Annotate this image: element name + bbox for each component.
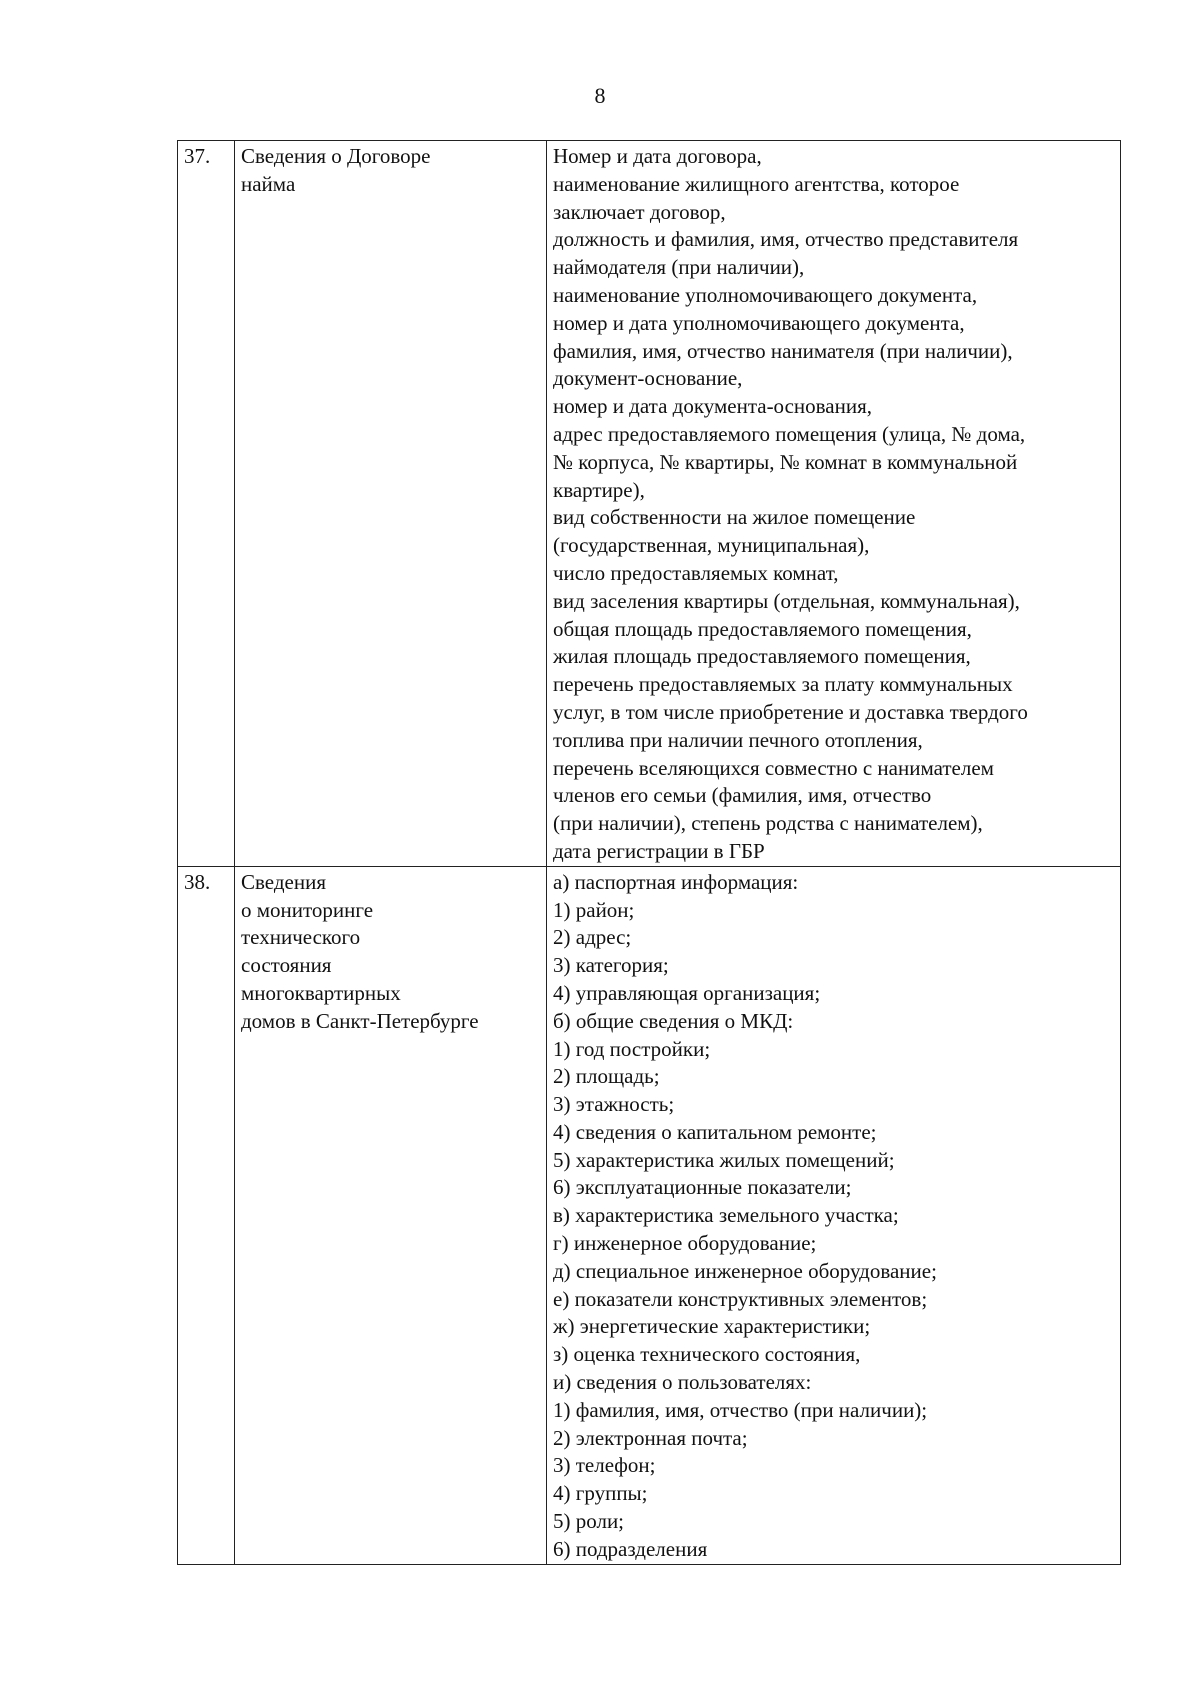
detail-line: 1) год постройки;: [553, 1036, 711, 1061]
detail-line: в) характеристика земельного участка;: [553, 1203, 899, 1228]
page-number: 8: [594, 83, 606, 108]
detail-line: № корпуса, № квартиры, № комнат в коммунальной: [553, 449, 1018, 474]
row-number: 38.: [178, 866, 235, 1564]
detail-line: заключает договор,: [553, 199, 726, 224]
name-line: многоквартирных: [241, 980, 401, 1005]
detail-line: вид заселения квартиры (отдельная, коммунальная),: [553, 588, 1020, 613]
data-table: [177, 140, 1121, 1565]
detail-line: 3) категория;: [553, 953, 669, 978]
detail-line: а) паспортная информация:: [553, 869, 799, 894]
detail-line: ж) энергетические характеристики;: [553, 1314, 871, 1339]
row-name: [235, 141, 547, 867]
detail-line: квартире),: [553, 477, 645, 502]
detail-line: 5) характеристика жилых помещений;: [553, 1147, 895, 1172]
detail-line: номер и дата уполномочивающего документа,: [553, 310, 965, 335]
detail-line: должность и фамилия, имя, отчество представителя: [553, 227, 1019, 252]
detail-line: наймодателя (при наличии),: [553, 255, 805, 280]
detail-line: вид собственности на жилое помещение: [553, 505, 916, 530]
detail-line: 4) управляющая организация;: [553, 980, 821, 1005]
table-body: [178, 141, 1121, 1565]
name-line: технического: [241, 925, 361, 950]
detail-line: 5) роли;: [553, 1509, 625, 1534]
detail-line: 1) район;: [553, 897, 635, 922]
detail-line: 2) адрес;: [553, 925, 632, 950]
detail-line: 2) площадь;: [553, 1064, 660, 1089]
detail-line: номер и дата документа-основания,: [553, 394, 872, 419]
name-line: найма: [241, 171, 296, 196]
detail-line: Номер и дата договора,: [553, 144, 762, 168]
detail-line: 3) телефон;: [553, 1453, 656, 1478]
detail-line: услуг, в том числе приобретение и доставка твердого: [553, 699, 1028, 724]
detail-line: д) специальное инженерное оборудование;: [553, 1258, 937, 1283]
detail-line: 6) эксплуатационные показатели;: [553, 1175, 852, 1200]
row-number: 37.: [178, 141, 235, 867]
table-row: [178, 866, 1121, 1564]
detail-line: топлива при наличии печного отопления,: [553, 727, 923, 752]
detail-line: 3) этажность;: [553, 1092, 675, 1117]
detail-line: 4) группы;: [553, 1481, 648, 1506]
detail-line: и) сведения о пользователях:: [553, 1370, 812, 1395]
detail-line: 1) фамилия, имя, отчество (при наличии);: [553, 1397, 928, 1422]
detail-line: е) показатели конструктивных элементов;: [553, 1286, 928, 1311]
table-row: [178, 141, 1121, 867]
detail-line: (государственная, муниципальная),: [553, 533, 870, 558]
detail-line: фамилия, имя, отчество нанимателя (при наличии),: [553, 338, 1013, 363]
detail-line: б) общие сведения о МКД:: [553, 1008, 794, 1033]
detail-line: дата регистрации в ГБР: [553, 838, 765, 863]
row-details: [547, 866, 1121, 1564]
detail-line: (при наличии), степень родства с нанимателем),: [553, 811, 983, 836]
name-line: состояния: [241, 953, 332, 978]
detail-line: г) инженерное оборудование;: [553, 1231, 817, 1256]
detail-line: перечень вселяющихся совместно с нанимателем: [553, 755, 994, 780]
name-line: Сведения о Договоре: [241, 144, 431, 168]
detail-line: документ-основание,: [553, 366, 743, 391]
detail-line: наименование уполномочивающего документа,: [553, 282, 978, 307]
detail-line: общая площадь предоставляемого помещения,: [553, 616, 972, 641]
name-line: домов в Санкт-Петербурге: [241, 1008, 479, 1033]
row-details: [547, 141, 1121, 867]
detail-line: жилая площадь предоставляемого помещения,: [553, 644, 971, 669]
detail-line: наименование жилищного агентства, которое: [553, 171, 960, 196]
detail-line: 6) подразделения: [553, 1536, 708, 1561]
detail-line: число предоставляемых комнат,: [553, 560, 839, 585]
detail-line: 4) сведения о капитальном ремонте;: [553, 1119, 877, 1144]
detail-line: перечень предоставляемых за плату коммунальных: [553, 672, 1013, 697]
name-line: о мониторинге: [241, 897, 374, 922]
detail-line: адрес предоставляемого помещения (улица, № дома,: [553, 421, 1026, 446]
detail-line: членов его семьи (фамилия, имя, отчество: [553, 783, 932, 808]
name-line: Сведения: [241, 869, 326, 894]
row-name: [235, 866, 547, 1564]
detail-line: з) оценка технического состояния,: [553, 1342, 861, 1367]
detail-line: 2) электронная почта;: [553, 1425, 748, 1450]
